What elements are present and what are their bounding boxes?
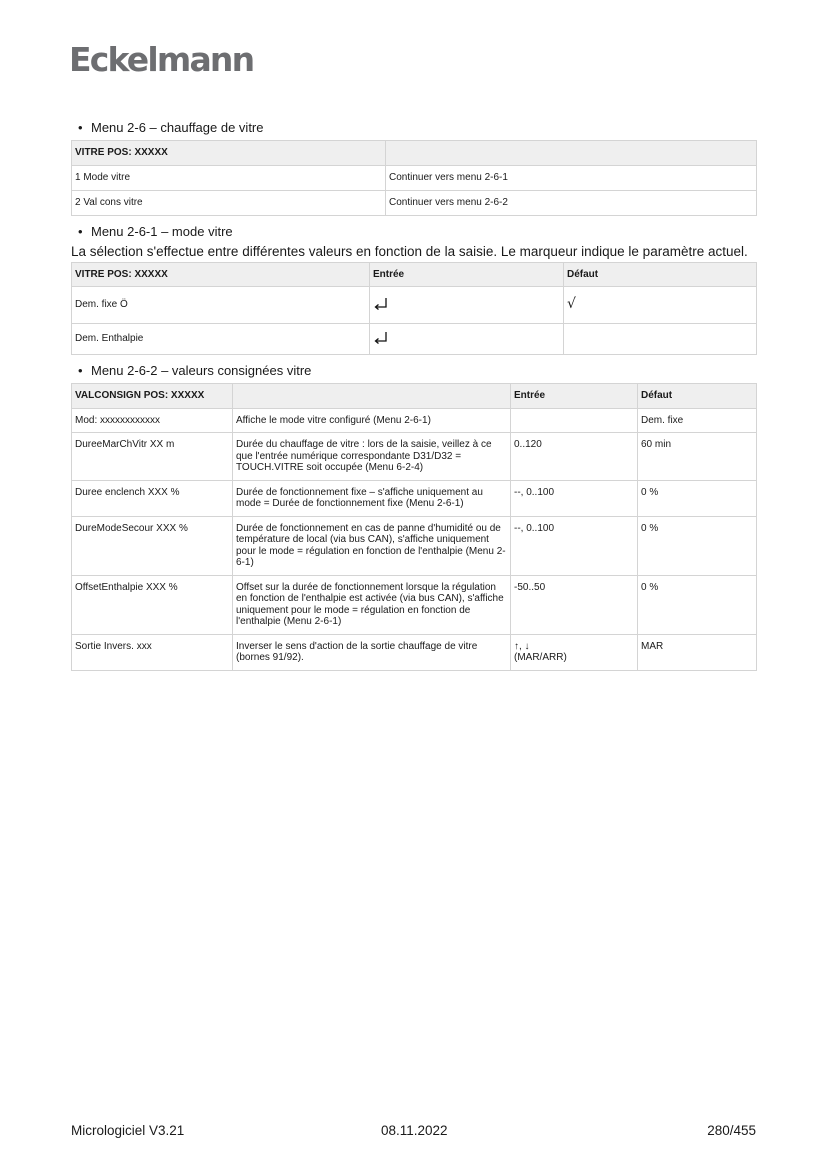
table-header-cell: Entrée [370,262,564,287]
page-footer [71,1123,756,1139]
table-header-cell: VITRE POS: XXXXX [72,141,386,166]
table-cell: --, 0..100 [511,480,638,516]
table-row [72,165,757,190]
main-content [71,120,756,679]
table-cell [564,287,757,324]
table-header-cell: VITRE POS: XXXXX [72,262,370,287]
table-row [72,324,757,355]
menu-2-6-1-table [71,262,757,356]
table-cell: Duree enclench XXX % [72,480,233,516]
table-row [72,190,757,215]
table-cell: 1 Mode vitre [72,165,386,190]
table-row [72,408,757,433]
bullet-icon: • [78,120,83,135]
enter-icon [373,297,389,310]
enter-icon [373,331,389,344]
section-heading-text: Menu 2-6-2 – valeurs consignées vitre [91,363,312,378]
table-cell: Continuer vers menu 2-6-1 [386,165,757,190]
table-cell [511,408,638,433]
table-row [72,287,757,324]
table-cell: Inverser le sens d'action de la sortie chauffage de vitre (bornes 91/92). [233,634,511,670]
table-cell: Durée de fonctionnement en cas de panne d'humidité ou de température de local (via bus CAN), s'affiche uniquement pour le mode = régulation en fonction de l'enthalpie (Menu 2-6-1) [233,516,511,575]
table-header-row [72,262,757,287]
table-cell: 0..120 [511,433,638,481]
table-cell: Offset sur la durée de fonctionnement lorsque la régulation en fonction de l'enthalpie est activée (via bus CAN), s'affiche uniquement pour le mode = régulation en fonction de l'enthalpie (Menu 2-6-1) [233,575,511,634]
table-cell: Dem. Enthalpie [72,324,370,355]
table-row [72,480,757,516]
table-cell: MAR [638,634,757,670]
table-row [72,634,757,670]
table-cell: Dem. fixe [638,408,757,433]
table-cell: Affiche le mode vitre configuré (Menu 2-6-1) [233,408,511,433]
table-cell: Mod: xxxxxxxxxxxx [72,408,233,433]
table-cell: OffsetEnthalpie XXX % [72,575,233,634]
table-cell: Dem. fixe Ö [72,287,370,324]
table-cell: DureeMarChVitr XX m [72,433,233,481]
table-cell: 0 % [638,516,757,575]
table-header-cell: Défaut [564,262,757,287]
table-cell [370,324,564,355]
document-date: 08.11.2022 [381,1123,448,1138]
table-cell: Durée de fonctionnement fixe – s'affiche uniquement au mode = Durée de fonctionnement fixe (Menu 2-6-1) [233,480,511,516]
table-cell [564,324,757,355]
section-heading-menu-2-6 [71,120,756,136]
section-heading-menu-2-6-2 [71,363,756,379]
table-cell: --, 0..100 [511,516,638,575]
section-paragraph: La sélection s'effectue entre différentes valeurs en fonction de la saisie. Le marqueur indique le paramètre actuel. [71,243,748,259]
page-number: 280/455 [707,1123,756,1138]
section-heading-menu-2-6-1 [71,224,756,240]
bullet-icon: • [78,223,83,239]
table-cell: 0 % [638,575,757,634]
section-heading-text: Menu 2-6-1 – mode vitre [91,223,233,239]
section-heading-text: Menu 2-6 – chauffage de vitre [91,120,264,135]
table-cell: ↑, ↓ (MAR/ARR) [511,634,638,670]
table-row [72,575,757,634]
menu-2-6-2-table [71,383,757,671]
table-cell: Durée du chauffage de vitre : lors de la saisie, veillez à ce que l'entrée numérique correspondante D31/D32 = TOUCH.VITRE soit occupée (Menu 6-2-4) [233,433,511,481]
table-row [72,433,757,481]
table-cell [370,287,564,324]
table-cell: 0 % [638,480,757,516]
table-header-cell: Défaut [638,384,757,409]
table-header-cell: VALCONSIGN POS: XXXXX [72,384,233,409]
table-cell: 60 min [638,433,757,481]
table-cell: Sortie Invers. xxx [72,634,233,670]
table-header-cell: Entrée [511,384,638,409]
table-cell: Continuer vers menu 2-6-2 [386,190,757,215]
table-row [72,516,757,575]
firmware-version: Micrologiciel V3.21 [71,1123,185,1138]
table-cell: DureModeSecour XXX % [72,516,233,575]
table-header-row [72,384,757,409]
table-cell: 2 Val cons vitre [72,190,386,215]
menu-2-6-table [71,140,757,216]
table-header-row [72,141,757,166]
check-mark: √ [567,295,576,312]
table-header-cell [386,141,757,166]
bullet-icon: • [78,363,83,378]
table-cell: -50..50 [511,575,638,634]
eckelmann-logo: Eckelmann [69,40,254,79]
table-header-cell [233,384,511,409]
